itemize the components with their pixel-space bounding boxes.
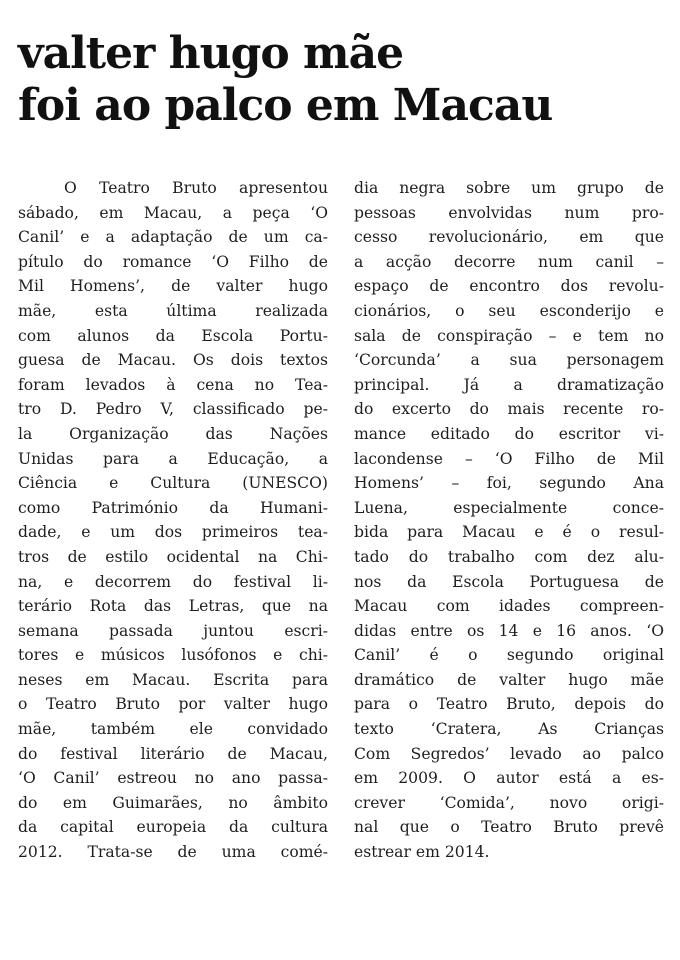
article-column-left: [18, 176, 328, 865]
text-line: texto ‘Cratera, As Crianças: [354, 720, 664, 739]
text-line: mance editado do escritor vi-: [354, 424, 664, 443]
text-line: mãe, esta última realizada: [18, 301, 328, 320]
text-line: ‘Corcunda’ a sua personagem: [354, 351, 664, 370]
text-line: dia negra sobre um grupo de: [354, 179, 664, 197]
text-line: tro D. Pedro V, classificado pe-: [18, 400, 328, 419]
text-line: ‘O Canil’ estreou no ano passa-: [18, 769, 328, 788]
article-column-right: [354, 176, 664, 865]
text-line: tros de estilo ocidental na Chi-: [18, 547, 328, 566]
text-line: do festival literário de Macau,: [18, 744, 328, 763]
text-line: cionários, o seu esconderijo e: [354, 301, 664, 320]
text-line: guesa de Macau. Os dois textos: [18, 351, 328, 370]
text-line: terário Rota das Letras, que na: [18, 597, 328, 616]
text-line: para o Teatro Bruto, depois do: [354, 695, 664, 714]
text-line: com alunos da Escola Portu-: [18, 326, 328, 345]
text-line: a acção decorre num canil –: [354, 252, 664, 271]
text-line: lacondense – ‘O Filho de Mil: [354, 449, 664, 468]
text-line: da capital europeia da cultura: [18, 818, 328, 837]
text-line: espaço de encontro dos revolu-: [354, 277, 664, 296]
text-line: Luena, especialmente conce-: [354, 498, 664, 517]
text-line: semana passada juntou escri-: [18, 621, 328, 640]
text-line: pessoas envolvidas num pro-: [354, 203, 664, 222]
text-line: tado do trabalho com dez alu-: [354, 547, 664, 566]
text-line: nal que o Teatro Bruto prevê: [354, 818, 664, 837]
text-line: dramático de valter hugo mãe: [354, 670, 664, 689]
text-line: O Teatro Bruto apresentou: [64, 179, 328, 197]
text-line: pítulo do romance ‘O Filho de: [18, 252, 328, 271]
text-line: do excerto do mais recente ro-: [354, 400, 664, 419]
text-line: neses em Macau. Escrita para: [18, 670, 328, 689]
text-line: Ciência e Cultura (UNESCO): [18, 474, 328, 493]
text-line: Canil’ é o segundo original: [354, 646, 664, 665]
text-line: foram levados à cena no Tea-: [18, 375, 328, 394]
text-line: Com Segredos’ levado ao palco: [354, 744, 664, 763]
text-line: sala de conspiração – e tem no: [354, 326, 664, 345]
text-line: tores e músicos lusófonos e chi-: [18, 646, 328, 665]
text-line: bida para Macau e é o resul-: [354, 523, 664, 542]
text-line: la Organização das Nações: [18, 424, 328, 443]
headline-line-2: foi ao palco em Macau: [18, 80, 553, 131]
text-line: como Património da Humani-: [18, 498, 328, 517]
text-line: principal. Já a dramatização: [354, 375, 664, 394]
text-line: Mil Homens’, de valter hugo: [18, 277, 328, 296]
text-line: estrear em 2014.: [354, 843, 490, 862]
text-line: sábado, em Macau, a peça ‘O: [18, 203, 328, 222]
text-line: dade, e um dos primeiros tea-: [18, 523, 328, 542]
text-line: Canil’ e a adaptação de um ca-: [18, 228, 328, 247]
text-line: do em Guimarães, no âmbito: [18, 793, 328, 812]
text-line: na, e decorrem do festival li-: [18, 572, 328, 591]
text-line: crever ‘Comida’, novo origi-: [354, 793, 664, 812]
text-line: Macau com idades compreen-: [354, 597, 664, 616]
text-line: o Teatro Bruto por valter hugo: [18, 695, 328, 714]
text-line: mãe, também ele convidado: [18, 720, 328, 739]
text-line: Homens’ – foi, segundo Ana: [354, 474, 664, 493]
headline: [18, 28, 658, 132]
text-line: nos da Escola Portuguesa de: [354, 572, 664, 591]
text-line: 2012. Trata-se de uma comé-: [18, 843, 328, 862]
text-line: em 2009. O autor está a es-: [354, 769, 664, 788]
text-line: Unidas para a Educação, a: [18, 449, 328, 468]
text-line: cesso revolucionário, em que: [354, 228, 664, 247]
headline-line-1: valter hugo mãe: [18, 28, 404, 79]
text-line: didas entre os 14 e 16 anos. ‘O: [354, 621, 664, 640]
